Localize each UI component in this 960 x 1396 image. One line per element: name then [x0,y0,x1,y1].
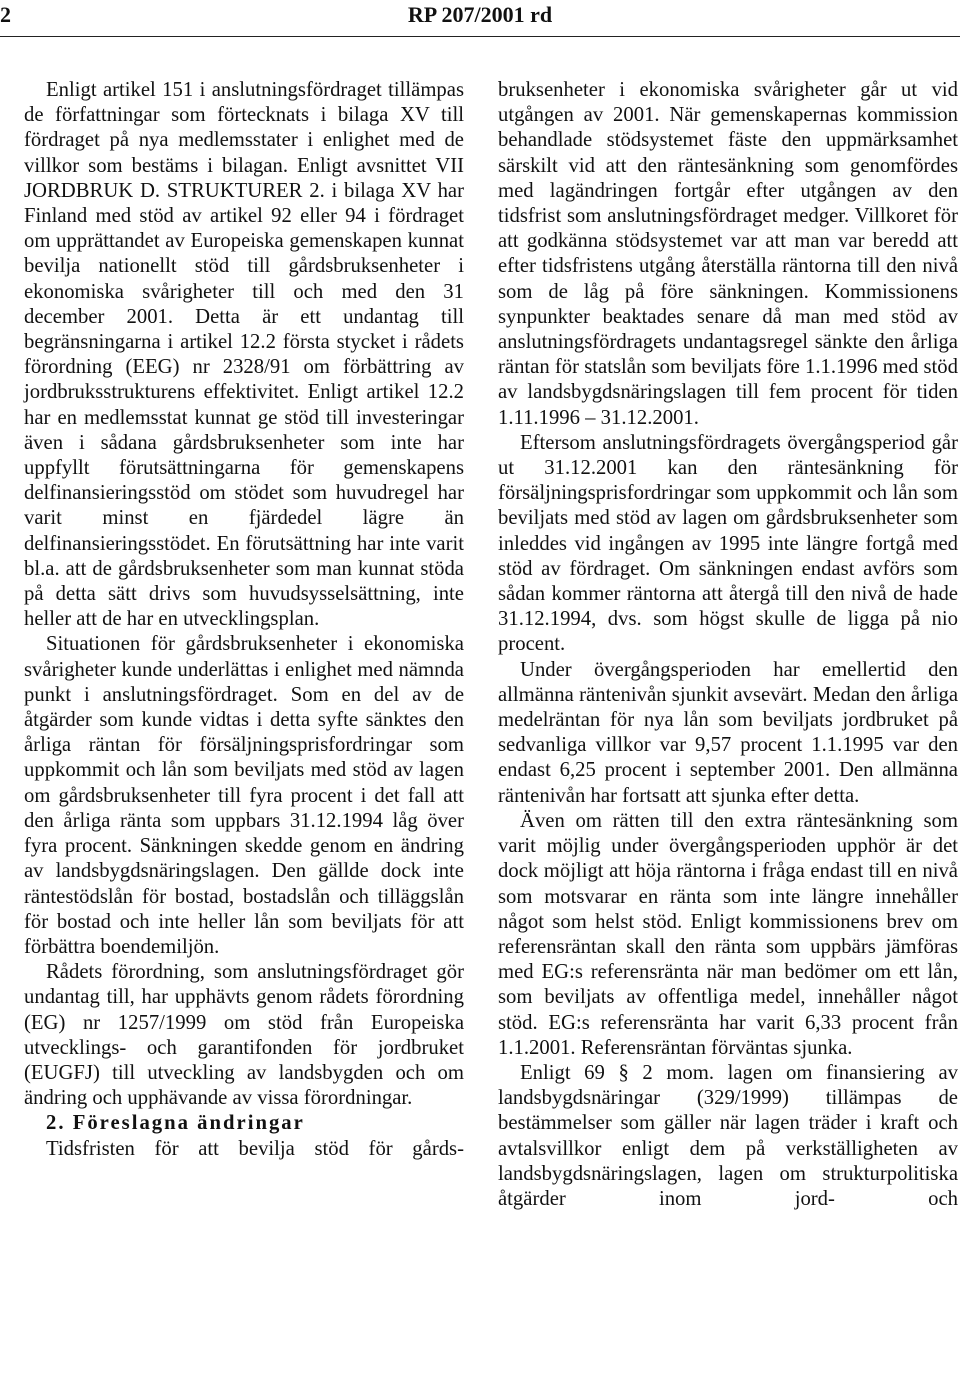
section-heading: 2. Föreslagna ändringar [46,1112,305,1135]
header-rule [0,36,960,37]
right-column [498,78,958,1212]
paragraph: Situationen för gårdsbruksenheter i ekonomiska svårigheter kunde underlättas i enlighet med nämnda punkt i anslutningsfördraget. Som en del av de åtgärder som kunde vidtas i detta syfte sänktes den årliga räntan för försäljningsprisfordringar som uppkommit och lån som beviljats med stöd av lagen om gårdsbruksenheter till fyra procent i det fall att den årliga ränta som uppbars 31.12.1994 låg över fyra procent. Sänkningen skedde genom en ändring av landsbygdsnäringslagen. Den gällde dock inte räntestödslån för bostad, bostadslån och tilläggslån för bostad och inte heller lån som beviljats för att förbättra boendemiljön. [24,633,464,958]
paragraph: Även om rätten till den extra räntesänkning som varit möjlig under övergångsperioden upphör är det dock möjligt att höja räntorna i fråga endast till en nivå som motsvarar en ränta som inte längre innehåller något som helst stöd. Enligt kommissionens brev om referensräntan skall den ränta som uppbärs jämföras med EG:s referensränta när man bedömer om ett lån, som beviljats av offentliga medel, innehåller något stöd. EG:s referensränta har varit 6,33 procent från 1.1.2001. Referensräntan förväntas sjunka. [498,809,958,1059]
paragraph: Tidsfristen för att bevilja stöd för gårds- [46,1137,464,1160]
paragraph: Eftersom anslutningsfördragets övergångsperiod går ut 31.12.2001 kan den räntesänkning för försäljningsprisfordringar som uppkommit och lån som beviljats med stöd av lagen om gårdsbruksenheter som inleddes vid ingången av 1995 inte längre fortgå med stöd av fördraget. Om sänkningen endast avförs som sådan kommer räntorna att återgå till den nivå de hade 31.12.1994, dvs. som högst skulle de ligga på nio procent. [498,431,958,656]
document-reference: RP 207/2001 rd [407,2,553,27]
paragraph: Enligt artikel 151 i anslutningsfördraget tillämpas de författningar som förtecknats i bilaga XV till fördraget på nya medlemsstater i enlighet med de villkor som bestäms i bilagan. Enligt avsnittet VII JORDBRUK D. STRUKTURER 2. i bilaga XV har Finland med stöd av artikel 92 eller 94 i fördraget om upprättandet av Europeiska gemenskapen kunnat bevilja nationellt stöd till gårdsbruksenheter i ekonomiska svårigheter till och med den 31 december 2001. Detta är ett undantag till begränsningarna i artikel 12.2 första stycket i rådets förordning (EEG) nr 2328/91 om förbättring av jordbruksstrukturens effektivitet. Enligt artikel 12.2 har en medlemsstat kunnat ge stöd till investeringar även i sådana gårdsbruksenheter som inte har uppfyllt förutsättningarna för gemenskapens delfinansieringsstöd om stödet som huvudregel har varit minst en fjärdedel lägre än delfinansieringsstödet. En förutsättning har inte varit bl.a. att de gårdsbruksenheter som man kunnat stöda på detta sätt drivs som huvudsysselsättning, inte heller att de har en utvecklingsplan. [24,79,464,631]
page-number: 2 [0,2,11,27]
paragraph-continuation: bruksenheter i ekonomiska svårigheter går ut vid utgången av 2001. När gemenskapernas kommission behandlade stödsystemet fäste den uppmärksamhet särskilt vid att den räntesänkning som genomfördes med lagändringen fortgår efter utgången av den tidsfrist som anslutningsfördraget medger. Villkoret för att godkänna stödsystemet var att man var beredd att efter tidsfristens utgång återställa räntorna till den nivå som de låg på före sänkningen. Kommissionens synpunkter beaktades senare då man med stöd av anslutningsfördragets undantagsregel sänkte den årliga räntan för statslån som beviljats före 1.1.1996 med stöd av landsbygdsnäringslagen till fem procent för tiden 1.11.1996 – 31.12.2001. [498,79,958,429]
left-column [24,78,464,1162]
paragraph: Rådets förordning, som anslutningsfördraget gör undantag till, har upphävts genom rådets förordning (EG) nr 1257/1999 om stöd från Europeiska utvecklings- och garantifonden för jordbruket (EUGFJ) till utveckling av landsbygden och om ändring och upphävande av vissa förordningar. [24,961,464,1110]
paragraph: Enligt 69 § 2 mom. lagen om finansiering av landsbygdsnäringar (329/1999) tillämpas de bestämmelser som gäller när lagen träder i kraft och avtalsvillkor enligt dem på verkställigheten av landsbygdsnäringslagen, lagen om strukturpolitiska åtgärder inom jord- och [498,1061,958,1210]
paragraph: Under övergångsperioden har emellertid den allmänna räntenivån sjunkit avsevärt. Medan den årliga medelräntan för nya lån som beviljats jordbruket på sedvanliga villkor var 9,57 procent 1.1.1995 var den endast 6,25 procent i september 2001. Den allmänna räntenivån har fortsatt att sjunka efter detta. [498,658,958,807]
